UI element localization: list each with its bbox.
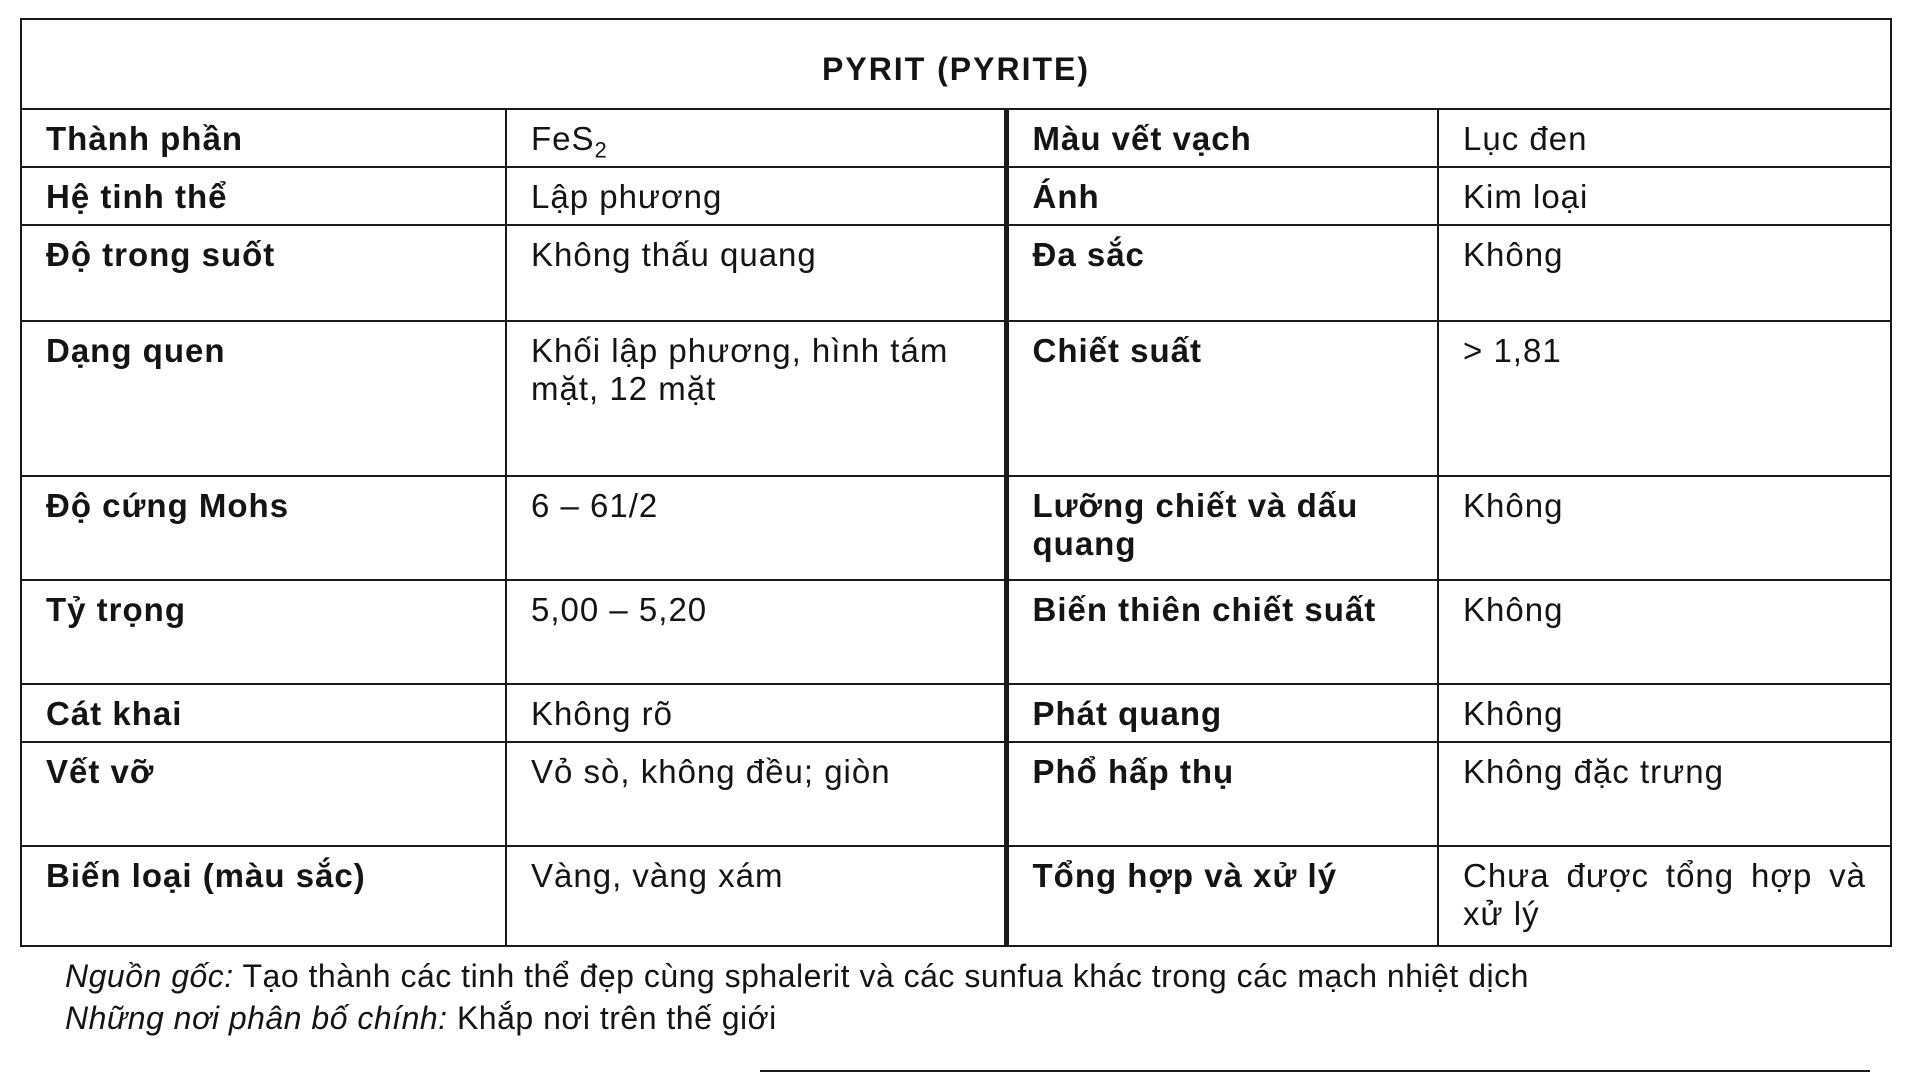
origin-text: Tạo thành các tinh thể đẹp cùng sphalerit và các sunfua khác trong các mạch nhiệt dịch [233, 958, 1529, 994]
property-value: Không [1438, 476, 1891, 580]
property-value: Lập phương [506, 167, 1006, 225]
table-row [21, 321, 1891, 476]
origin-note [65, 955, 1870, 997]
distribution-text: Khắp nơi trên thế giới [447, 1000, 777, 1036]
property-value: 6 – 61/2 [506, 476, 1006, 580]
property-value: Lục đen [1438, 109, 1891, 167]
property-value: Kim loại [1438, 167, 1891, 225]
property-label: Phát quang [1006, 684, 1438, 742]
property-label: Độ cứng Mohs [21, 476, 506, 580]
title-row [21, 19, 1891, 109]
property-label: Vết vỡ [21, 742, 506, 846]
property-value: Không [1438, 225, 1891, 321]
table-row [21, 109, 1891, 167]
origin-label: Nguồn gốc: [65, 958, 234, 994]
distribution-note [65, 997, 1870, 1039]
property-value: Không đặc trưng [1438, 742, 1891, 846]
property-label: Chiết suất [1006, 321, 1438, 476]
property-label: Đa sắc [1006, 225, 1438, 321]
property-value: 5,00 – 5,20 [506, 580, 1006, 684]
property-label: Lưỡng chiết và dấu quang [1006, 476, 1438, 580]
table-title: PYRIT (PYRITE) [21, 19, 1891, 109]
property-value: Không [1438, 684, 1891, 742]
footer-divider [760, 1070, 1870, 1072]
notes-section [20, 955, 1890, 1039]
property-label: Độ trong suốt [21, 225, 506, 321]
table-row [21, 167, 1891, 225]
property-label: Thành phần [21, 109, 506, 167]
property-label: Hệ tinh thể [21, 167, 506, 225]
table-row [21, 225, 1891, 321]
table-row [21, 742, 1891, 846]
property-label: Dạng quen [21, 321, 506, 476]
property-value: Không thấu quang [506, 225, 1006, 321]
property-value: Không rõ [506, 684, 1006, 742]
table-row [21, 580, 1891, 684]
property-value: FeS$_2$ [506, 109, 1006, 167]
property-value: Không [1438, 580, 1891, 684]
property-value: Khối lập phương, hình tám mặt, 12 mặt [506, 321, 1006, 476]
table-row [21, 476, 1891, 580]
property-label: Tỷ trọng [21, 580, 506, 684]
distribution-label: Những nơi phân bố chính: [65, 1000, 448, 1036]
pyrite-sheet [20, 18, 1890, 1039]
property-label: Biến loại (màu sắc) [21, 846, 506, 946]
property-value: Chưa được tổng hợp và xử lý [1438, 846, 1891, 946]
table-row [21, 846, 1891, 946]
property-value: > 1,81 [1438, 321, 1891, 476]
properties-table [20, 18, 1892, 947]
property-label: Biến thiên chiết suất [1006, 580, 1438, 684]
property-label: Ánh [1006, 167, 1438, 225]
property-label: Tổng hợp và xử lý [1006, 846, 1438, 946]
property-label: Màu vết vạch [1006, 109, 1438, 167]
property-label: Phổ hấp thụ [1006, 742, 1438, 846]
table-row [21, 684, 1891, 742]
property-label: Cát khai [21, 684, 506, 742]
property-value: Vỏ sò, không đều; giòn [506, 742, 1006, 846]
property-value: Vàng, vàng xám [506, 846, 1006, 946]
